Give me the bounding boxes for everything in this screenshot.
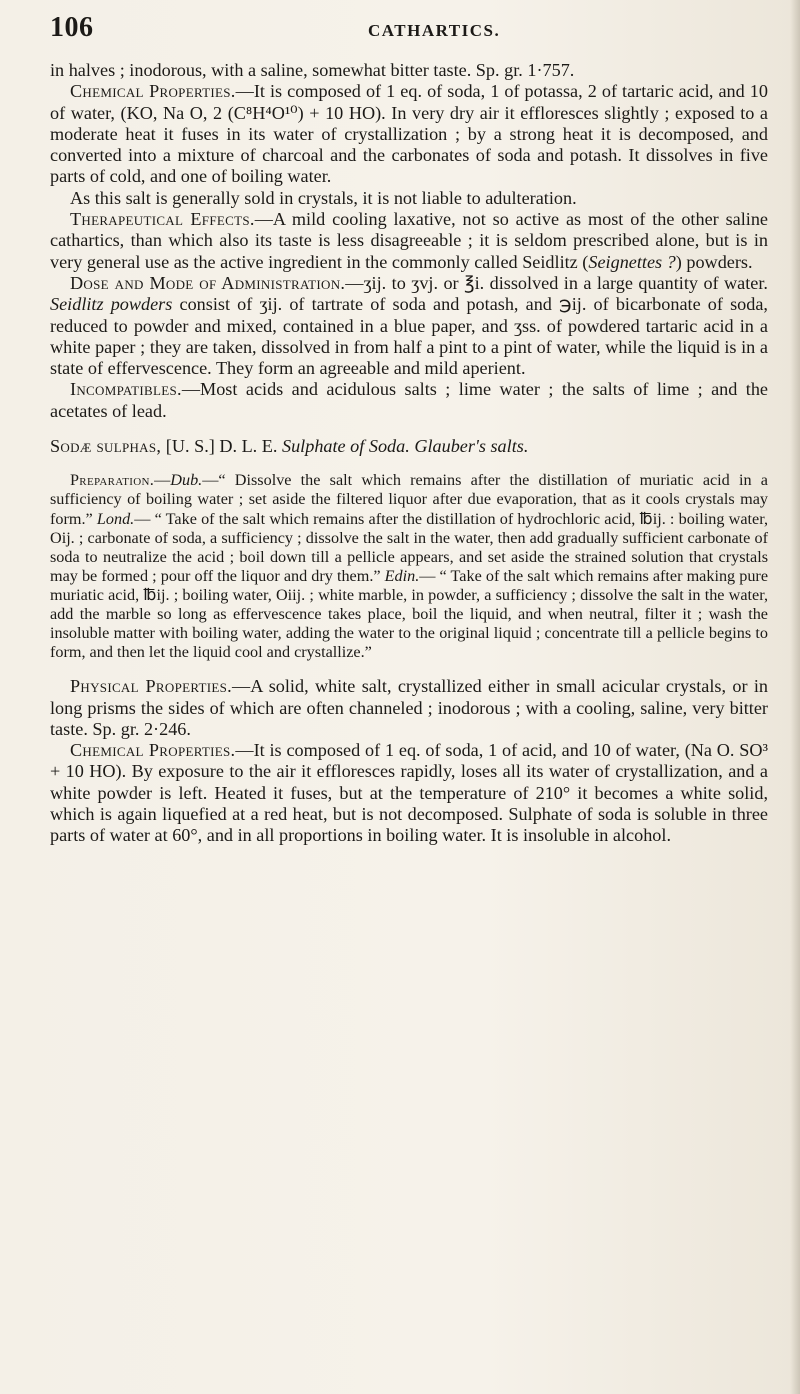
paragraph-text: —: [154, 471, 171, 490]
page-header: [50, 12, 750, 52]
paragraph-text: —ʒij. to ʒvj. or ℥i. dissolved in a large quantity of water.: [345, 272, 768, 293]
paragraph-text: —A solid, white salt, crystallized either in small acicular crystals, or in long prisms the sides of which are often channeled ; inodorous ; with a cooling, saline, very bitter taste. Sp. gr. 2·246.: [50, 676, 768, 739]
section-heading: Chemical Properties.: [70, 81, 236, 102]
paragraph-text: —A mild cooling laxative, not so active as most of the other saline cathartics, than which also its taste is less disagreeable ; it is seldom prescribed alone, but is in very general use as the active ingredient in the commonly called Seidlitz (: [50, 209, 769, 272]
section-heading: Preparation.: [70, 471, 155, 490]
page-edge-shadow: [790, 0, 800, 1394]
section-heading: Therapeutical Effects.: [70, 209, 255, 230]
section-gap: [50, 662, 768, 676]
pharmacopoeia-refs: [U. S.] D. L. E.: [161, 436, 282, 457]
paragraph-text: consist of ʒij. of tartrate of soda and potash, and ℈ij. of bicarbonate of soda, reduced to powder and mixed, contained in a blue paper, and ʒss. of powdered tartaric acid in a white paper ; they are taken, dissolved in from half a pint to a pint of water, while the liquid is in a state of effervescence. They form an agreeable and mild aperient.: [50, 294, 768, 379]
paragraph-chemical-properties-1: [50, 81, 768, 187]
paragraph-text: —Most acids and acidulous salts ; lime water ; the salts of lime ; and the acetates of lead.: [50, 379, 768, 421]
section-heading: Dose and Mode of Administration.: [70, 272, 346, 293]
section-heading: Physical Properties.: [70, 676, 233, 697]
paragraph-text: —It is composed of 1 eq. of soda, 1 of acid, and 10 of water, (Na O. SO³ + 10 HO). By exposure to the air it effloresces rapidly, loses all its water of crystallization, and a white powder is left. Heated it fuses, but at the temperature of 210° it becomes a white solid, which is again liquefied at a red heat, but is not decomposed. Sulphate of soda is soluble in three parts of water at 60°, and in all proportions in boiling water. It is insoluble in alcohol.: [50, 740, 768, 846]
article-title-sodae-sulphas: [50, 436, 768, 457]
page-number: 106: [50, 12, 94, 43]
section-gap: [50, 457, 768, 471]
page-body: [50, 60, 768, 847]
italic-text: Seidlitz powders: [50, 294, 173, 315]
paragraph-text: As this salt is generally sold in crystals, it is not liable to adulteration.: [70, 187, 577, 208]
section-heading: Incompatibles.: [70, 379, 182, 400]
paragraph-continuation: [50, 60, 768, 81]
section-gap: [50, 422, 768, 436]
paragraph-text: ) powders.: [675, 251, 753, 272]
section-heading: Chemical Properties.: [70, 740, 236, 761]
paragraph-adulteration: [50, 188, 768, 209]
paragraph-dose: [50, 273, 768, 379]
paragraph-text: —“ Dissolve the salt which remains after the distillation of muriatic acid in a sufficiency of boiling water ; set aside the filtered liquor after due evaporation, that as it cools crystals may form.”: [50, 471, 768, 528]
paragraph-incompatibles: [50, 379, 768, 422]
paragraph-text: —It is composed of 1 eq. of soda, 1 of potassa, 2 of tartaric acid, and 10 of water, (KO, Na O, 2 (C⁸H⁴O¹⁰) + 10 HO). In very dry air it effloresces slightly ; exposed to a moderate heat it fuses in its water of crystallization ; by a strong heat it is decomposed, and converted into a mixture of charcoal and the carbonates of soda and potash. It dissolves in five parts of cold, and one of boiling water.: [50, 81, 768, 187]
paragraph-preparation: [50, 471, 768, 662]
italic-text: Seignettes ?: [588, 251, 676, 272]
source-label-lond: Lond.: [96, 509, 135, 528]
article-heading: Sodæ sulphas,: [50, 436, 162, 457]
paragraph-physical-properties: [50, 676, 768, 740]
paragraph-text: — “ Take of the salt which remains after making pure muriatic acid, ℔ij. ; boiling water, Oiij. ; white marble, in powder, a sufficiency ; dissolve the salt in the water, add the marble so long as effervescence takes place, boil the liquid, and when neutral, filter it ; wash the insoluble matter with boiling water, adding the water to the original liquid ; concentrate till a pellicle begins to form, and then let the liquid cool and crystallize.”: [50, 566, 769, 662]
article-subtitle: Sulphate of Soda. Glauber's salts.: [281, 436, 529, 457]
paragraph-therapeutical-effects: [50, 209, 768, 273]
paragraph-text: — “ Take of the salt which remains after the distillation of hydrochloric acid, ℔ij. : boiling water, Oij. ; carbonate of soda, a sufficiency ; dissolve the salt in the water, then add gradually sufficient carbonate of soda to neutralize the acid ; boil down till a pellicle appears, and set aside the strained solution that crystals may be formed ; pour off the liquor and dry them.”: [50, 509, 768, 585]
source-label-dub: Dub.: [170, 471, 203, 490]
running-head: CATHARTICS.: [368, 21, 501, 40]
preparation-block: [50, 471, 768, 662]
source-label-edin: Edin.: [384, 566, 420, 585]
paragraph-chemical-properties-2: [50, 740, 768, 846]
paragraph-text: in halves ; inodorous, with a saline, somewhat bitter taste. Sp. gr. 1·757.: [50, 60, 575, 80]
